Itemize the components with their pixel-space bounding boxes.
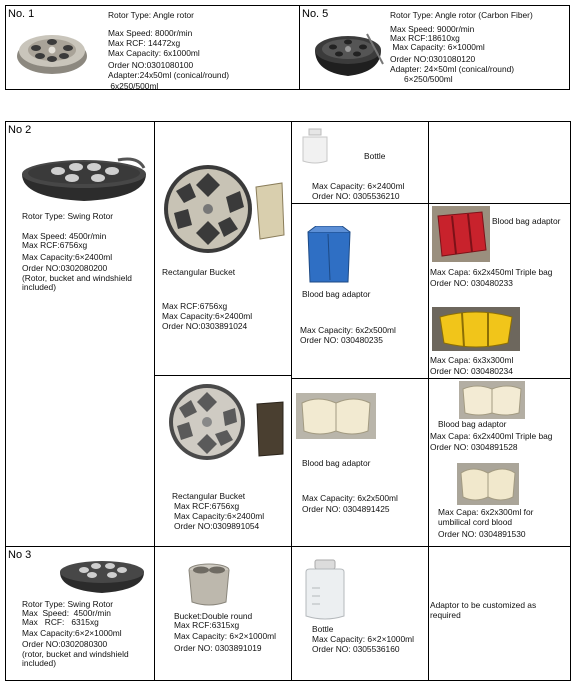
col-divider — [154, 121, 155, 681]
no3-rotor-spec: Max Speed: 4500r/min — [22, 608, 111, 618]
cord-blood-spec: umbilical cord blood — [438, 517, 513, 527]
double-round-bucket-spec: Order NO: 0303891019 — [174, 643, 262, 653]
blood-bag-white-spec: Order NO: 0304891425 — [302, 504, 390, 514]
blood-bag-triple400-image — [459, 381, 525, 419]
no1-spec: Adapter:24x50ml (conical/round) — [108, 70, 230, 80]
no1-rotor-image — [14, 26, 90, 76]
cell-divider — [291, 378, 571, 379]
bottle1000-spec: Order NO: 0305536160 — [312, 644, 400, 654]
no5-spec: Order NO:0301080120 — [390, 54, 476, 64]
double-round-bucket-spec: Max RCF:6315xg — [174, 620, 240, 630]
no1-spec: Max Capacity: 6x1000ml — [108, 48, 200, 58]
no2-rotor-spec: (Rotor, bucket and windshield — [22, 273, 132, 283]
no1-spec: Max Speed: 8000r/min — [108, 28, 193, 38]
cell-divider — [291, 203, 571, 204]
no2-rotor-spec: Max RCF:6756xg — [22, 240, 88, 250]
bucket1-spec: Max Capacity:6×2400ml — [162, 311, 253, 321]
blood-bag-blue-spec: Max Capacity: 6x2x500ml — [300, 325, 396, 335]
no5-label: No. 5 — [302, 8, 329, 20]
bottle2400-spec: Order NO: 0305536210 — [312, 191, 400, 201]
blood-bag-yellow-spec: Max Capa: 6x3x300ml — [430, 355, 514, 365]
col-divider — [291, 121, 292, 681]
no3-swing-rotor-image — [56, 556, 148, 596]
bottle2400-spec: Max Capacity: 6×2400ml — [312, 181, 405, 191]
no5-spec: 6×250/500ml — [390, 74, 453, 84]
blood-bag-white-spec: Max Capacity: 6x2x500ml — [302, 493, 398, 503]
cord-blood-spec: Max Capa: 6x2x300ml for — [438, 507, 534, 517]
no2-rotor-spec: Rotor Type: Swing Rotor — [22, 211, 114, 221]
no1-rotor-type: Rotor Type: Angle rotor — [108, 10, 194, 20]
no5-spec: Max Capacity: 6×1000ml — [390, 42, 485, 52]
double-round-bucket-image — [186, 562, 232, 608]
no2-rotor-spec: included) — [22, 282, 56, 292]
no2-rotor-spec: Max Capacity:6×2400ml — [22, 252, 113, 262]
bottle-1000-image — [302, 558, 348, 622]
no5-spec: Max RCF:18610xg — [390, 33, 460, 43]
no3-rotor-spec: Max Capacity:6×2×1000ml — [22, 628, 122, 638]
row-divider-no3 — [5, 546, 571, 547]
blood-bag-white-image — [296, 393, 376, 439]
no3-rotor-spec: included) — [22, 658, 56, 668]
no2-rotor-spec: Order NO:0302080200 — [22, 263, 108, 273]
no2-swing-rotor-image — [18, 154, 150, 204]
bottle-2400-title: Bottle — [364, 151, 386, 161]
blood-bag-red-spec: Max Capa: 6x2x450ml Triple bag — [430, 267, 553, 277]
no3-rotor-spec: Rotor Type: Swing Rotor — [22, 599, 114, 609]
blood-bag-red-title: Blood bag adaptor — [492, 216, 561, 226]
no2-label: No 2 — [8, 124, 32, 136]
rectangular-bucket-2-title: Rectangular Bucket — [172, 491, 246, 501]
bucket1-spec: Max RCF:6756xg — [162, 301, 228, 311]
no1-spec: Max RCF: 14472xg — [108, 38, 181, 48]
no3-rotor-spec: Order NO:0302080300 — [22, 639, 108, 649]
blood-bag-white-title: Blood bag adaptor — [302, 458, 371, 468]
custom-adaptor-line: Adaptor to be customized as — [430, 600, 537, 610]
no3-label: No 3 — [8, 549, 32, 561]
no5-rotor-type: Rotor Type: Angle rotor (Carbon Fiber) — [390, 10, 533, 20]
no5-rotor-image — [309, 26, 387, 81]
no3-rotor-spec: (rotor, bucket and windshield — [22, 649, 129, 659]
bottle1000-spec: Max Capacity: 6×2×1000ml — [312, 634, 414, 644]
no1-label: No. 1 — [8, 8, 35, 20]
rectangular-bucket-1-image — [160, 163, 288, 255]
bottle-2400-image — [300, 127, 330, 165]
blood-bag-blue-spec: Order NO: 030480235 — [300, 335, 383, 345]
no1-spec: Order NO:0301080100 — [108, 60, 194, 70]
blood-bag-triple400-spec: Max Capa: 6x2x400ml Triple bag — [430, 431, 553, 441]
bucket2-spec: Max RCF:6756xg — [174, 501, 240, 511]
cord-blood-spec: Order NO: 0304891530 — [438, 529, 526, 539]
blood-bag-red-spec: Order NO: 030480233 — [430, 278, 513, 288]
bucket2-spec: Order NO:0309891054 — [174, 521, 260, 531]
no5-spec: Max Speed: 9000r/min — [390, 24, 475, 34]
blood-bag-red-image — [432, 206, 490, 262]
double-round-bucket-spec: Max Capacity: 6×2×1000ml — [174, 631, 276, 641]
no3-rotor-spec: Max RCF: 6315xg — [22, 617, 99, 627]
blood-bag-blue-title: Blood bag adaptor — [302, 289, 371, 299]
cord-blood-adaptor-image — [457, 463, 519, 505]
blood-bag-triple400-title: Blood bag adaptor — [438, 419, 507, 429]
rectangular-bucket-2-image — [157, 382, 289, 464]
no5-spec: Adapter: 24×50ml (conical/round) — [390, 64, 515, 74]
no1-spec: 6x250/500ml — [108, 81, 159, 91]
blood-bag-yellow-image — [432, 307, 520, 351]
no2-rotor-spec: Max Speed: 4500r/min — [22, 231, 107, 241]
double-round-bucket-spec: Bucket:Double round — [174, 611, 253, 621]
blood-bag-triple400-spec: Order NO: 0304891528 — [430, 442, 518, 452]
rectangular-bucket-1-title: Rectangular Bucket — [162, 267, 236, 277]
bottle1000-spec: Bottle — [312, 624, 334, 634]
blood-bag-blue-image — [304, 226, 354, 286]
top-divider — [299, 5, 300, 90]
bucket2-spec: Max Capacity:6×2400ml — [174, 511, 265, 521]
bucket1-spec: Order NO:0303891024 — [162, 321, 248, 331]
custom-adaptor-line: required — [430, 610, 461, 620]
col-divider — [428, 121, 429, 681]
cell-divider — [154, 375, 291, 376]
blood-bag-yellow-spec: Order NO: 030480234 — [430, 366, 513, 376]
